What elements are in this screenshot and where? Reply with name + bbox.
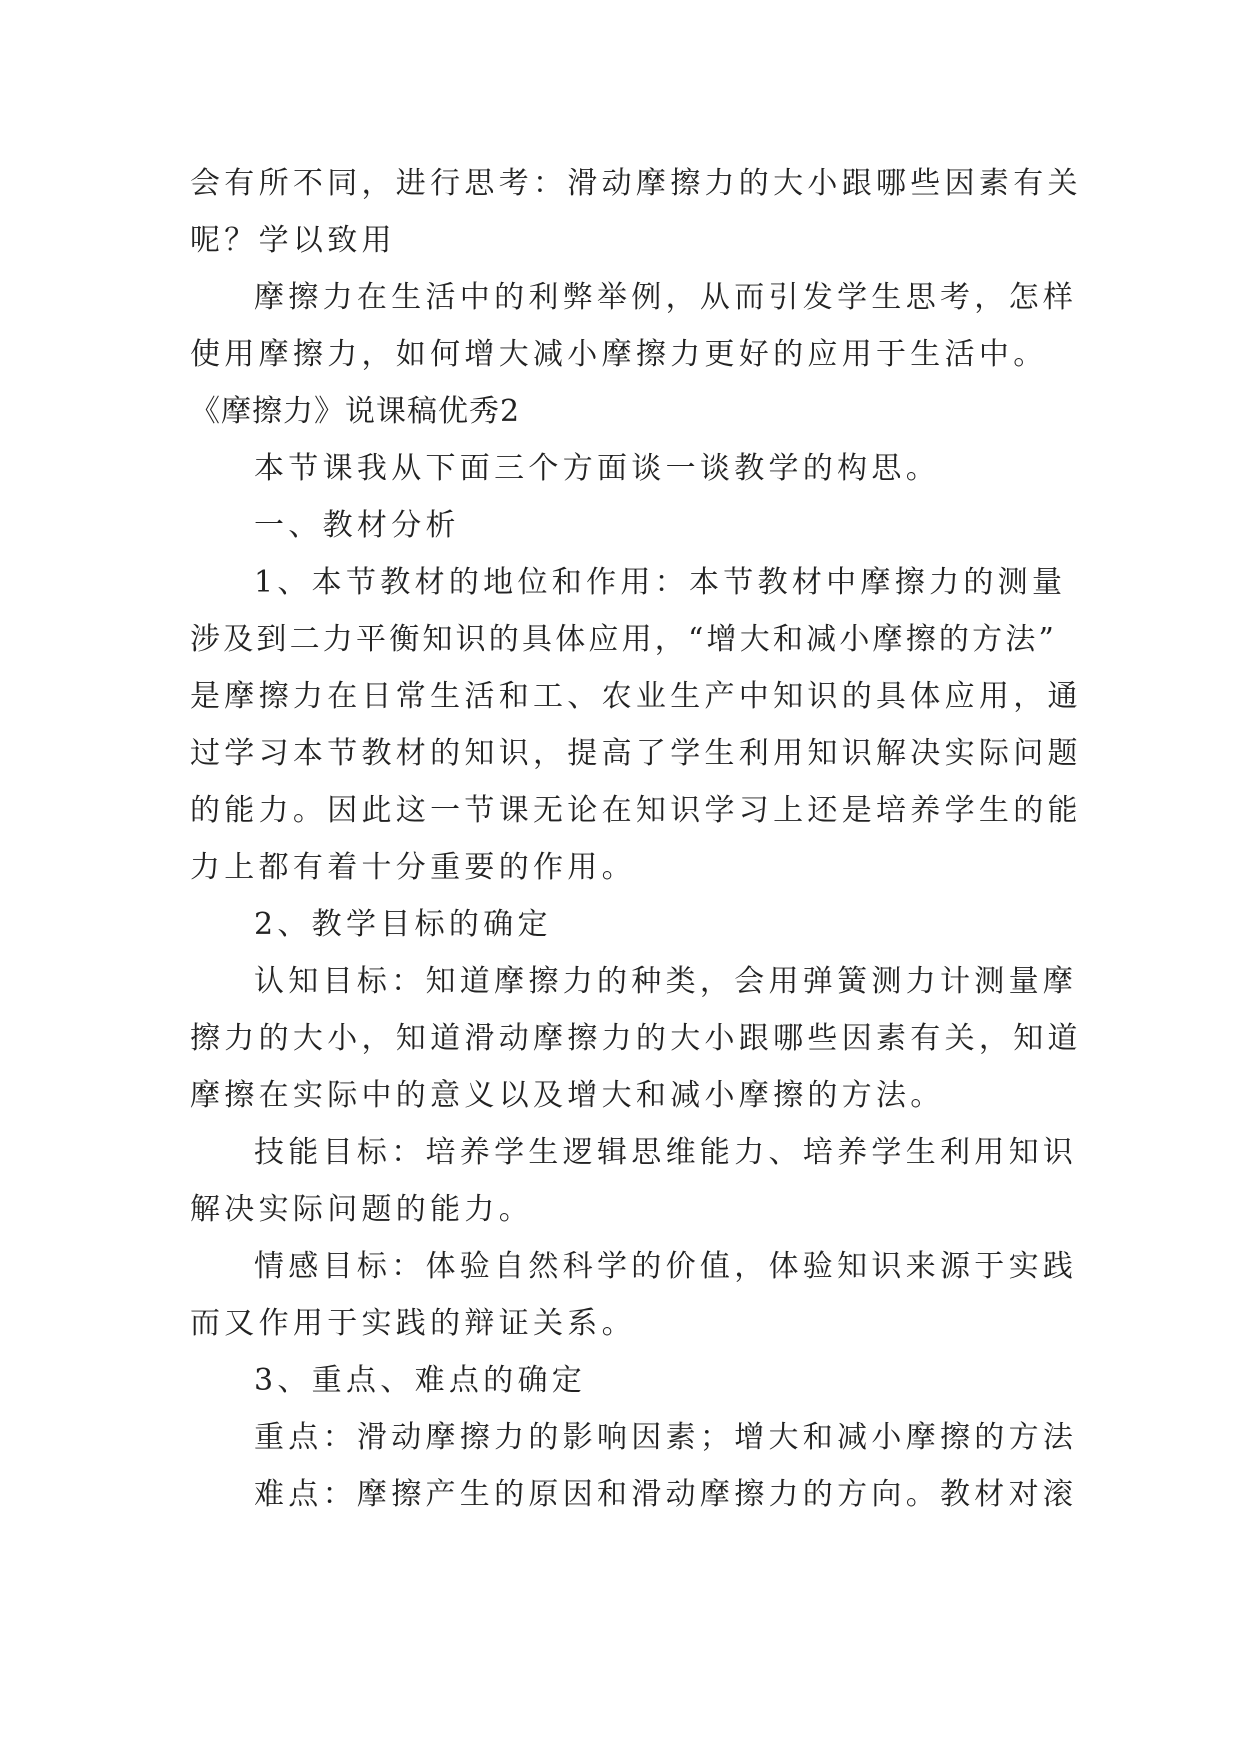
text-line: 本节课我从下面三个方面谈一谈教学的构思。 <box>254 451 940 486</box>
text-line: 使用摩擦力，如何增大减小摩擦力更好的应用于生活中。 <box>190 337 1048 372</box>
text-line: 重点：滑动摩擦力的影响因素；增大和减小摩擦的方法 <box>254 1420 1078 1455</box>
text-line: 1、本节教材的地位和作用：本节教材中摩擦力的测量 <box>254 565 1067 600</box>
text-line: 会有所不同，进行思考：滑动摩擦力的大小跟哪些因素有关 <box>190 166 1082 201</box>
text-line: 涉及到二力平衡知识的具体应用，“增大和减小摩擦的方法” <box>190 622 1058 657</box>
text-line: 的能力。因此这一节课无论在知识学习上还是培养学生的能 <box>190 793 1082 828</box>
text-line: 难点：摩擦产生的原因和滑动摩擦力的方向。教材对滚 <box>254 1477 1078 1512</box>
text-line: 而又作用于实践的辩证关系。 <box>190 1306 636 1341</box>
text-line: 过学习本节教材的知识，提高了学生利用知识解决实际问题 <box>190 736 1082 771</box>
text-line: 力上都有着十分重要的作用。 <box>190 850 636 885</box>
text-line: 擦力的大小，知道滑动摩擦力的大小跟哪些因素有关，知道 <box>190 1021 1082 1056</box>
text-line: 认知目标：知道摩擦力的种类，会用弹簧测力计测量摩 <box>254 964 1078 999</box>
text-line: 情感目标：体验自然科学的价值，体验知识来源于实践 <box>254 1249 1078 1284</box>
section-heading: 一、教材分析 <box>254 508 460 543</box>
text-line: 摩擦在实际中的意义以及增大和减小摩擦的方法。 <box>190 1078 945 1113</box>
text-line: 呢？学以致用 <box>190 223 396 258</box>
text-line: 技能目标：培养学生逻辑思维能力、培养学生利用知识 <box>254 1135 1078 1170</box>
section-heading: 《摩擦力》说课稿优秀2 <box>190 394 521 429</box>
text-line: 是摩擦力在日常生活和工、农业生产中知识的具体应用，通 <box>190 679 1082 714</box>
text-line: 摩擦力在生活中的利弊举例，从而引发学生思考，怎样 <box>254 280 1078 315</box>
section-heading: 3、重点、难点的确定 <box>254 1363 587 1398</box>
section-heading: 2、教学目标的确定 <box>254 907 552 942</box>
text-line: 解决实际问题的能力。 <box>190 1192 533 1227</box>
